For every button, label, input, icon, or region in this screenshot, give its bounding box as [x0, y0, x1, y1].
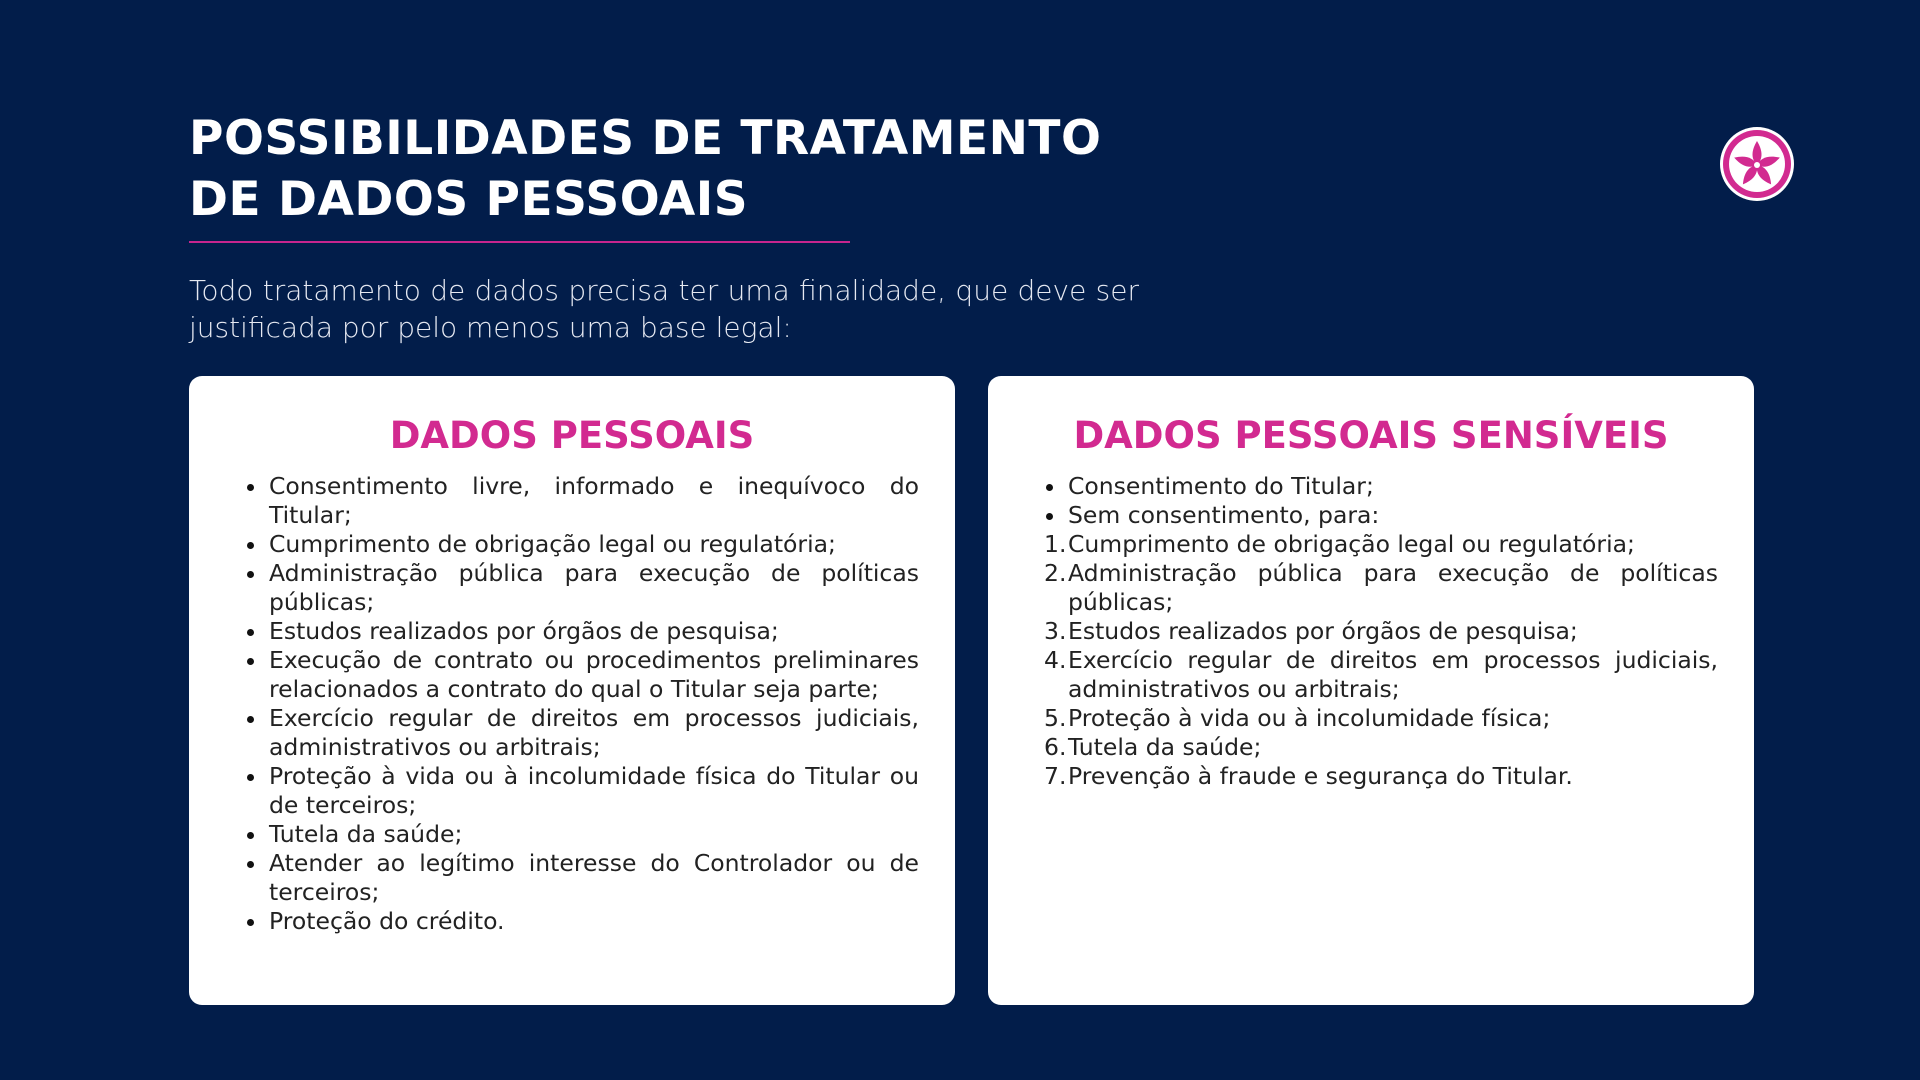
intro-text: Todo tratamento de dados precisa ter uma finalidade, que deve ser justificada por pelo menos uma base legal: — [189, 274, 1139, 344]
personal-data-card — [189, 376, 955, 1005]
legal-basis-list — [988, 472, 1718, 791]
list-item-text: Consentimento do Titular; — [1068, 472, 1374, 500]
sensitive-data-card — [988, 376, 1754, 1005]
list-item — [189, 820, 919, 849]
list-item-text: Atender ao legítimo interesse do Controlador ou de terceiros; — [269, 849, 919, 906]
list-item — [189, 559, 919, 617]
list-item — [189, 530, 919, 559]
list-item — [988, 559, 1718, 617]
list-number: 4. — [1044, 646, 1067, 674]
list-number: 1. — [1044, 530, 1067, 558]
list-number: 5. — [1044, 704, 1067, 732]
list-item-text: Administração pública para execução de políticas públicas; — [269, 559, 919, 616]
list-item — [988, 762, 1718, 791]
card-title: DADOS PESSOAIS — [389, 414, 755, 457]
list-item — [988, 704, 1718, 733]
list-number: 2. — [1044, 559, 1067, 587]
list-item — [189, 646, 919, 704]
list-item — [189, 849, 919, 907]
list-item-text: Proteção à vida ou à incolumidade física do Titular ou de terceiros; — [269, 762, 919, 819]
title-underline — [189, 241, 850, 243]
list-item-text: Tutela da saúde; — [269, 820, 463, 848]
list-item — [988, 472, 1718, 501]
list-item — [189, 472, 919, 530]
list-item-text: Proteção à vida ou à incolumidade física; — [1068, 704, 1551, 732]
list-item-text: Proteção do crédito. — [269, 907, 505, 935]
list-item — [189, 704, 919, 762]
list-item-text: Execução de contrato ou procedimentos preliminares relacionados a contrato do qual o Titular seja parte; — [269, 646, 919, 703]
page-title-line-2: DE DADOS PESSOAIS — [189, 172, 749, 227]
list-item-text: Prevenção à fraude e segurança do Titular. — [1068, 762, 1573, 790]
list-item — [988, 733, 1718, 762]
list-number: 3. — [1044, 617, 1067, 645]
list-item-text: Administração pública para execução de políticas públicas; — [1068, 559, 1718, 616]
list-item-text: Cumprimento de obrigação legal ou regulatória; — [269, 530, 836, 558]
list-item-text: Cumprimento de obrigação legal ou regulatória; — [1068, 530, 1635, 558]
pink-flower-icon — [1717, 124, 1797, 204]
list-item — [988, 501, 1718, 530]
list-item — [988, 530, 1718, 559]
legal-basis-list — [189, 472, 919, 936]
page-title — [189, 108, 1169, 230]
list-item — [988, 617, 1718, 646]
page-title-line-1: POSSIBILIDADES DE TRATAMENTO — [189, 111, 1102, 166]
card-title: DADOS PESSOAIS SENSÍVEIS — [1073, 414, 1669, 457]
list-item-text: Consentimento livre, informado e inequívoco do Titular; — [269, 472, 919, 529]
list-item-text: Estudos realizados por órgãos de pesquisa; — [1068, 617, 1578, 645]
list-item-text: Exercício regular de direitos em processos judiciais, administrativos ou arbitrais; — [269, 704, 919, 761]
list-item — [189, 762, 919, 820]
list-number: 6. — [1044, 733, 1067, 761]
list-item-text: Exercício regular de direitos em processos judiciais, administrativos ou arbitrais; — [1068, 646, 1718, 703]
list-item-text: Sem consentimento, para: — [1068, 501, 1380, 529]
list-item-text: Estudos realizados por órgãos de pesquisa; — [269, 617, 779, 645]
list-item — [988, 646, 1718, 704]
list-item-text: Tutela da saúde; — [1068, 733, 1262, 761]
list-item — [189, 907, 919, 936]
list-item — [189, 617, 919, 646]
list-number: 7. — [1044, 762, 1067, 790]
